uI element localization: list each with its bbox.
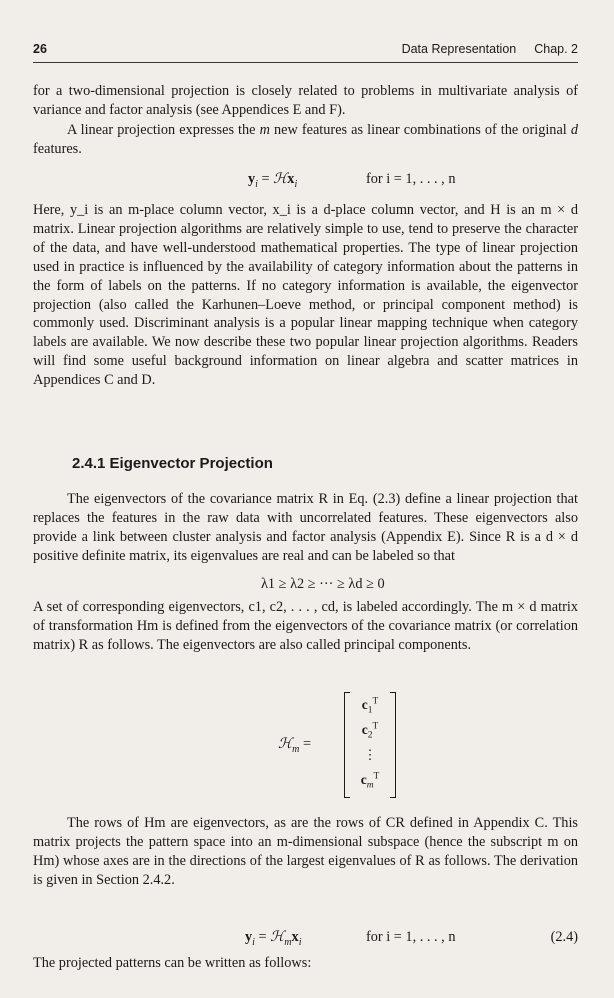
paragraph-1: for a two-dimensional projection is closely related to problems in multivariate analysis of variance and factor analysis (see Appendices E and F). <box>33 83 578 118</box>
paragraph-7: The projected patterns can be written as follows: <box>33 955 312 971</box>
equation-eigenvalue-order: λ1 ≥ λ2 ≥ ··· ≥ λd ≥ 0 <box>261 576 385 592</box>
equation-2-4: $y_i$ = $ℋ_mx_i$ <box>245 929 302 948</box>
equation-projection-condition: for i = 1, . . . , n <box>366 171 456 187</box>
p2-var-m: m <box>259 122 270 138</box>
equation-projection: $y_i$ = ℋx$_i$ <box>248 171 298 190</box>
equation-number: (2.4) <box>550 929 578 945</box>
matrix-rows <box>348 692 392 792</box>
running-title-group <box>402 42 578 56</box>
equation-2-4-condition: for i = 1, . . . , n <box>366 929 456 945</box>
matrix-row-2: $c_2^T$ <box>361 721 379 741</box>
page-number: 26 <box>33 42 47 56</box>
p2-var-d: d <box>570 122 578 138</box>
matrix-row-m: $c_m^T$ <box>360 771 380 791</box>
p2-text-a: A linear projection expresses the <box>67 122 260 138</box>
section-heading: 2.4.1 Eigenvector Projection <box>72 455 273 472</box>
matrix-row-ellipsis: ⋮ <box>363 747 377 762</box>
paragraph-6: The rows of Hm are eigenvectors, as are the rows of CR defined in Appendix C. This matrix projects the pattern space into an m-dimensional subspace (hence the subscript m on Hm) whose axes are in the directions of the largest eigenvalues of R as follows. The derivation is given in Section 2.4.2. <box>33 815 578 888</box>
matrix-row-1: $c_1^T$ <box>361 696 379 716</box>
matrix-lhs: ℋ$_m$ = <box>278 736 312 755</box>
running-title: Data Representation <box>401 42 517 56</box>
p2-text-b: new features as linear combinations of the original <box>269 122 571 138</box>
paragraph-4: The eigenvectors of the covariance matrix R in Eq. (2.3) define a linear projection that replaces the features in the raw data with uncorrelated features. These eigenvectors also provide a link between cluster analysis and factor analysis (Appendix E). Since R is a d × d positive definite matrix, its eigenvalues are real and can be labeled so that <box>33 491 578 564</box>
paragraph-2 <box>33 121 578 159</box>
paragraph-3: Here, y_i is an m-place column vector, x_i is a d-place column vector, and H is an m × d matrix. Linear projection algorithms are relatively simple to use, tend to preserve the character of the data, and have well-understood mathematical properties. The type of linear projection used in practice is influenced by the availability of category information about the patterns in the form of labels on the patterns. If no category information is available, the eigenvector projection (also called the Karhunen–Loeve method, or principal component method) is commonly used. Discriminant analysis is a popular linear mapping technique when category labels are available. We now describe these two popular linear projection algorithms. Readers will find some useful background information on linear algebra and scatter matrices in Appendices C and D. <box>33 202 578 389</box>
paragraph-5: A set of corresponding eigenvectors, c1, c2, . . . , cd, is labeled accordingly. The m × d matrix of transformation Hm is defined from the eigenvectors of the covariance matrix (or correlation matrix) R as follows. The eigenvectors are also called principal components. <box>33 599 578 653</box>
chapter-label: Chap. 2 <box>534 42 578 56</box>
p2-text-c: features. <box>33 140 82 157</box>
header-rule <box>33 62 578 63</box>
running-header <box>33 42 578 60</box>
